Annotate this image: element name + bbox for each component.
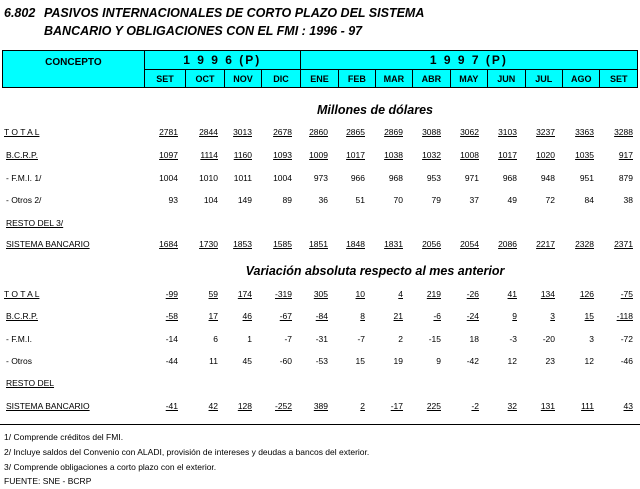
row-label: SISTEMA BANCARIO — [6, 401, 90, 411]
title-line-2 — [4, 24, 362, 38]
value-cell: 149 — [237, 195, 252, 205]
month-header: JUN — [488, 70, 525, 88]
value-cell: 49 — [507, 195, 517, 205]
value-cell: 2844 — [199, 127, 218, 137]
value-cell: 8 — [360, 311, 365, 321]
row-label: B.C.R.P. — [6, 311, 38, 321]
section-title-variation: Variación absoluta respecto al mes anterior — [245, 264, 505, 278]
value-cell: 1010 — [199, 173, 218, 183]
value-cell: 3013 — [233, 127, 252, 137]
value-cell: 2086 — [498, 239, 517, 249]
value-cell: 12 — [507, 356, 517, 366]
value-cell: 1114 — [200, 150, 218, 160]
value-cell: 973 — [313, 173, 328, 183]
value-cell: 104 — [203, 195, 218, 205]
row-label: - F.M.I. — [6, 334, 32, 344]
value-cell: -6 — [433, 311, 441, 321]
table-row — [0, 218, 640, 230]
value-cell: 1020 — [536, 150, 555, 160]
value-cell: 3288 — [614, 127, 633, 137]
value-cell: 953 — [426, 173, 441, 183]
value-cell: 2328 — [575, 239, 594, 249]
value-cell: 134 — [540, 289, 555, 299]
row-label: SISTEMA BANCARIO — [6, 239, 90, 249]
value-cell: 968 — [502, 173, 517, 183]
value-cell: -24 — [466, 311, 479, 321]
header-table — [2, 50, 638, 88]
value-cell: 389 — [313, 401, 328, 411]
month-header: MAY — [450, 70, 487, 88]
month-header: DIC — [262, 70, 301, 88]
value-cell: 3088 — [422, 127, 441, 137]
table-row — [0, 401, 640, 413]
value-cell: 951 — [579, 173, 594, 183]
value-cell: 46 — [242, 311, 252, 321]
row-label: T O T A L — [4, 127, 40, 137]
value-cell: 51 — [355, 195, 365, 205]
value-cell: 1684 — [159, 239, 178, 249]
table-row — [0, 127, 640, 139]
value-cell: 1017 — [498, 150, 517, 160]
value-cell: 1848 — [346, 239, 365, 249]
value-cell: 1 — [247, 334, 252, 344]
footnote-2: 2/ Incluye saldos del Convenio con ALADI, provisión de intereses y deudas a bancos del exterior. — [4, 447, 370, 457]
bottom-rule — [0, 424, 640, 425]
year-1997-header: 1 9 9 7 (P) — [300, 51, 637, 70]
value-cell: 1004 — [273, 173, 292, 183]
value-cell: 3 — [550, 311, 555, 321]
value-cell: 10 — [355, 289, 365, 299]
value-cell: 4 — [398, 289, 403, 299]
value-cell: 1730 — [199, 239, 218, 249]
value-cell: 1831 — [384, 239, 403, 249]
value-cell: -15 — [428, 334, 441, 344]
footnote-3: 3/ Comprende obligaciones a corto plazo con el exterior. — [4, 462, 217, 472]
year-1996-header: 1 9 9 6 (P) — [144, 51, 300, 70]
value-cell: 1017 — [346, 150, 365, 160]
value-cell: -42 — [466, 356, 479, 366]
row-label: RESTO DEL 3/ — [6, 218, 64, 228]
table-number: 6.802 — [4, 6, 36, 20]
value-cell: 18 — [469, 334, 479, 344]
value-cell: 23 — [545, 356, 555, 366]
value-cell: 12 — [584, 356, 594, 366]
value-cell: -58 — [165, 311, 178, 321]
value-cell: 3 — [589, 334, 594, 344]
table-row — [0, 173, 640, 185]
value-cell: 59 — [208, 289, 218, 299]
value-cell: 2 — [398, 334, 403, 344]
value-cell: 1093 — [273, 150, 292, 160]
value-cell: 2781 — [159, 127, 178, 137]
value-cell: 9 — [436, 356, 441, 366]
value-cell: -72 — [620, 334, 633, 344]
value-cell: -319 — [274, 289, 292, 299]
value-cell: 2217 — [536, 239, 555, 249]
value-cell: 9 — [512, 311, 517, 321]
concept-header: CONCEPTO — [3, 51, 145, 88]
value-cell: 41 — [507, 289, 517, 299]
table-row — [0, 150, 640, 162]
value-cell: -252 — [274, 401, 292, 411]
month-header: ENE — [300, 70, 338, 88]
value-cell: 917 — [618, 150, 633, 160]
value-cell: -67 — [279, 311, 292, 321]
title-text-2: BANCARIO Y OBLIGACIONES CON EL FMI : 1996 - 97 — [44, 24, 363, 38]
value-cell: 45 — [242, 356, 252, 366]
value-cell: 17 — [208, 311, 218, 321]
value-cell: 3237 — [536, 127, 555, 137]
value-cell: 32 — [507, 401, 517, 411]
value-cell: 966 — [350, 173, 365, 183]
value-cell: 2869 — [384, 127, 403, 137]
value-cell: 84 — [584, 195, 594, 205]
month-header: SET — [600, 70, 638, 88]
value-cell: 19 — [393, 356, 403, 366]
footnote-1: 1/ Comprende créditos del FMI. — [4, 432, 124, 442]
value-cell: 11 — [209, 356, 218, 366]
row-label: RESTO DEL — [6, 378, 55, 388]
value-cell: 3062 — [460, 127, 479, 137]
value-cell: 37 — [469, 195, 479, 205]
month-header: ABR — [413, 70, 450, 88]
value-cell: 879 — [618, 173, 633, 183]
table-row — [0, 311, 640, 323]
value-cell: 1011 — [233, 173, 252, 183]
value-cell: -7 — [284, 334, 292, 344]
value-cell: 1008 — [460, 150, 479, 160]
value-cell: 1097 — [159, 150, 178, 160]
value-cell: 1851 — [309, 239, 328, 249]
value-cell: -84 — [315, 311, 328, 321]
value-cell: -26 — [466, 289, 479, 299]
value-cell: 36 — [318, 195, 328, 205]
value-cell: -41 — [165, 401, 178, 411]
month-header: NOV — [224, 70, 261, 88]
value-cell: -75 — [620, 289, 633, 299]
value-cell: 174 — [237, 289, 252, 299]
table-row — [0, 356, 640, 368]
table-row — [0, 195, 640, 207]
month-header: SET — [144, 70, 186, 88]
table-row — [0, 239, 640, 251]
month-header: MAR — [375, 70, 412, 88]
value-cell: 1853 — [233, 239, 252, 249]
value-cell: -20 — [542, 334, 555, 344]
value-cell: 1009 — [309, 150, 328, 160]
value-cell: 1038 — [384, 150, 403, 160]
value-cell: -60 — [279, 356, 292, 366]
row-label: - Otros 2/ — [6, 195, 42, 205]
value-cell: 72 — [545, 195, 555, 205]
value-cell: 89 — [282, 195, 292, 205]
value-cell: -46 — [620, 356, 633, 366]
section-title-millions: Millones de dólares — [316, 103, 433, 117]
value-cell: 2865 — [346, 127, 365, 137]
value-cell: 1035 — [575, 150, 594, 160]
value-cell: 93 — [168, 195, 178, 205]
value-cell: 1585 — [273, 239, 292, 249]
value-cell: 3103 — [498, 127, 517, 137]
value-cell: 15 — [355, 356, 365, 366]
value-cell: 219 — [426, 289, 441, 299]
value-cell: -3 — [509, 334, 517, 344]
value-cell: 2678 — [273, 127, 292, 137]
value-cell: -99 — [165, 289, 178, 299]
title-line-1 — [4, 6, 424, 20]
value-cell: 968 — [388, 173, 403, 183]
month-header: JUL — [525, 70, 562, 88]
value-cell: -53 — [315, 356, 328, 366]
value-cell: 70 — [393, 195, 403, 205]
value-cell: 971 — [464, 173, 479, 183]
value-cell: 21 — [393, 311, 403, 321]
month-header: AGO — [562, 70, 599, 88]
row-label: - Otros — [6, 356, 32, 366]
value-cell: 128 — [237, 401, 252, 411]
value-cell: 6 — [213, 334, 218, 344]
table-row — [0, 334, 640, 346]
value-cell: -118 — [616, 311, 633, 321]
row-label: B.C.R.P. — [6, 150, 38, 160]
value-cell: 948 — [540, 173, 555, 183]
value-cell: -14 — [165, 334, 178, 344]
row-label: - F.M.I. 1/ — [6, 173, 42, 183]
value-cell: 2860 — [309, 127, 328, 137]
value-cell: 2056 — [422, 239, 441, 249]
value-cell: 1004 — [159, 173, 178, 183]
value-cell: 38 — [623, 195, 633, 205]
month-header: FEB — [339, 70, 375, 88]
table-row — [0, 289, 640, 301]
value-cell: 3363 — [575, 127, 594, 137]
table-row — [0, 378, 640, 390]
row-label: T O T A L — [4, 289, 40, 299]
value-cell: 43 — [623, 401, 633, 411]
value-cell: -31 — [315, 334, 328, 344]
value-cell: 305 — [313, 289, 328, 299]
value-cell: 2054 — [460, 239, 479, 249]
month-header: OCT — [186, 70, 224, 88]
value-cell: 42 — [208, 401, 218, 411]
source-note: FUENTE: SNE - BCRP — [4, 476, 92, 486]
value-cell: 126 — [579, 289, 594, 299]
value-cell: 1160 — [233, 150, 252, 160]
title-text-1: PASIVOS INTERNACIONALES DE CORTO PLAZO DEL SISTEMA — [44, 6, 425, 20]
value-cell: 225 — [426, 401, 441, 411]
value-cell: 131 — [540, 401, 555, 411]
value-cell: 2371 — [614, 239, 633, 249]
value-cell: -7 — [357, 334, 365, 344]
value-cell: -44 — [165, 356, 178, 366]
value-cell: -2 — [471, 401, 479, 411]
value-cell: 2 — [360, 401, 365, 411]
value-cell: 111 — [581, 401, 594, 411]
value-cell: 15 — [584, 311, 594, 321]
value-cell: 79 — [431, 195, 441, 205]
value-cell: 1032 — [422, 150, 441, 160]
value-cell: -17 — [390, 401, 403, 411]
